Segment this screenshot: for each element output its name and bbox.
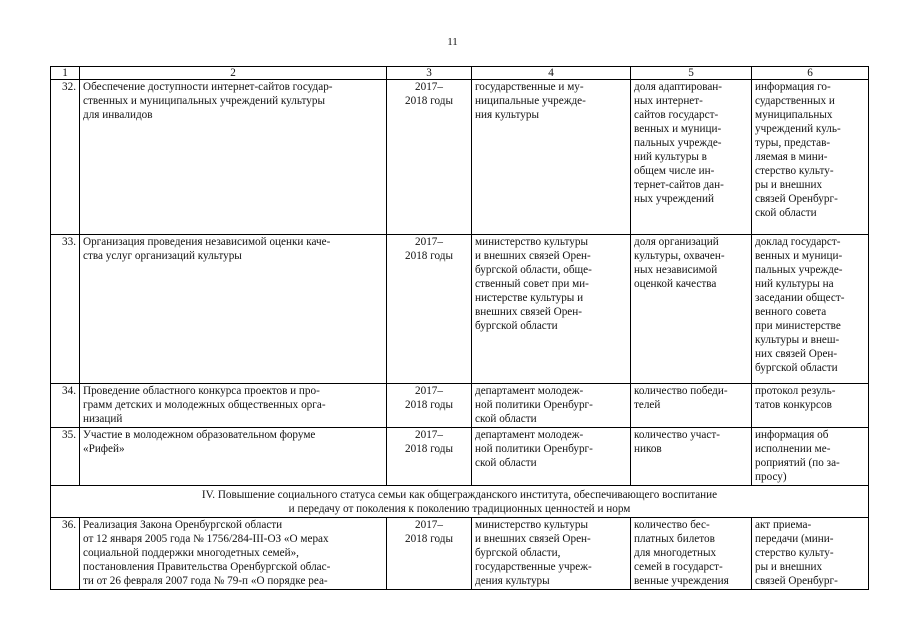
measure-cell: Реализация Закона Оренбургской области от 12 января 2005 года № 1756/284-III-ОЗ «О мерах социальной поддержки многодетных семей», постановления Правительства Оренбургской облас- ти от 26 февраля 2007 года № 79-п «О порядке реа- [80,518,387,590]
column-header: 3 [387,67,472,80]
executor-cell: министерство культуры и внешних связей Орен- бургской области, государственные учреж- дения культуры [472,518,631,590]
page-number: 11 [447,36,458,48]
result-cell: доклад государст- венных и муници- пальных учрежде- ний культуры на заседании общест- венного совета при министерстве культуры и внеш- них связей Орен- бургской области [752,235,869,384]
row-number: 33. [51,235,80,384]
table-row [51,80,869,235]
indicator-cell: доля организаций культуры, охвачен- ных независимой оценкой качества [631,235,752,384]
measure-cell: Проведение областного конкурса проектов и про- грамм детских и молодежных общественных орга- низаций [80,384,387,428]
table-row [51,428,869,486]
column-header: 6 [752,67,869,80]
section-heading-row [51,486,869,518]
period-cell: 2017– 2018 годы [387,518,472,590]
executor-cell: государственные и му- ниципальные учрежде- ния культуры [472,80,631,235]
executor-cell: департамент молодеж- ной политики Оренбург- ской области [472,428,631,486]
measure-cell: Обеспечение доступности интернет-сайтов государ- ственных и муниципальных учреждений культуры для инвалидов [80,80,387,235]
column-header: 4 [472,67,631,80]
table-row [51,518,869,590]
row-number: 32. [51,80,80,235]
measure-cell: Организация проведения независимой оценки каче- ства услуг организаций культуры [80,235,387,384]
measures-table [50,66,869,590]
row-number: 34. [51,384,80,428]
result-cell: информация го- сударственных и муниципальных учреждений куль- туры, представ- ляемая в мини- стерство культу- ры и внешних связей Оренбург- ской области [752,80,869,235]
column-number-row [51,67,869,80]
table-row [51,384,869,428]
result-cell: акт приема- передачи (мини- стерство культу- ры и внешних связей Оренбург- [752,518,869,590]
column-header: 1 [51,67,80,80]
indicator-cell: доля адаптирован- ных интернет- сайтов государст- венных и муници- пальных учрежде- ний культуры в общем числе ин- тернет-сайтов дан- ных учреждений [631,80,752,235]
row-number: 36. [51,518,80,590]
column-header: 5 [631,67,752,80]
executor-cell: департамент молодеж- ной политики Оренбург- ской области [472,384,631,428]
result-cell: информация об исполнении ме- роприятий (по за- просу) [752,428,869,486]
indicator-cell: количество участ- ников [631,428,752,486]
period-cell: 2017– 2018 годы [387,80,472,235]
executor-cell: министерство культуры и внешних связей Орен- бургской области, обще- ственный совет при ми- нистерстве культуры и внешних связей Орен- бургской области [472,235,631,384]
result-cell: протокол резуль- татов конкурсов [752,384,869,428]
period-cell: 2017– 2018 годы [387,235,472,384]
period-cell: 2017– 2018 годы [387,428,472,486]
table-row [51,235,869,384]
column-header: 2 [80,67,387,80]
measure-cell: Участие в молодежном образовательном форуме «Рифей» [80,428,387,486]
indicator-cell: количество бес- платных билетов для многодетных семей в государст- венные учреждения [631,518,752,590]
row-number: 35. [51,428,80,486]
section-heading: IV. Повышение социального статуса семьи как общегражданского института, обеспечивающего воспитание и передачу от поколения к поколению традиционных ценностей и норм [51,486,869,518]
indicator-cell: количество победи- телей [631,384,752,428]
period-cell: 2017– 2018 годы [387,384,472,428]
